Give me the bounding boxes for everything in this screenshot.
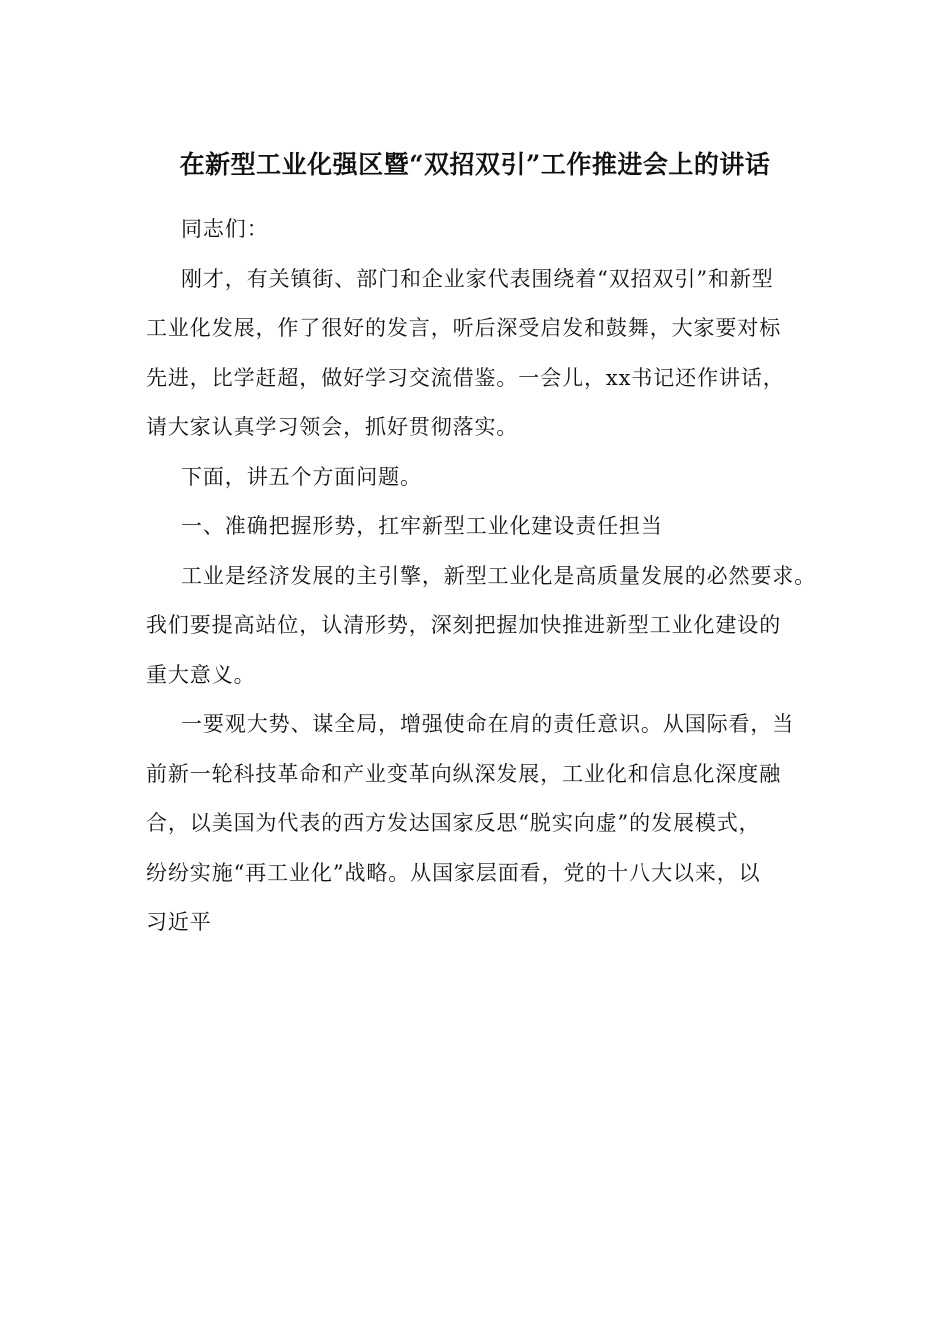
section-heading-1: [146, 502, 836, 552]
text-line: 工业是经济发展的主引擎，新型工业化是高质量发展的必然要求。: [181, 563, 817, 588]
text-line: 请大家认真学习领会，抓好贯彻落实。: [146, 415, 519, 439]
paragraph-industry: [146, 552, 836, 701]
text-line: 习近平: [146, 910, 212, 934]
document-body: [146, 205, 836, 948]
paragraph-outline: [146, 453, 836, 503]
text-line: 刚才，有关镇街、部门和企业家代表围绕着“双招双引”和新型: [181, 266, 774, 291]
text-line: 纷纷实施“再工业化”战略。从国家层面看，党的十八大以来，以: [146, 860, 761, 885]
text-line: 合，以美国为代表的西方发达国家反思“脱实向虚”的发展模式，: [146, 811, 761, 835]
text-line: 前新一轮科技革命和产业变革向纵深发展，工业化和信息化深度融: [146, 761, 782, 786]
text-line: 一、准确把握形势，扛牢新型工业化建设责任担当: [181, 514, 663, 538]
paragraph-salutation: [146, 205, 836, 255]
text-line: 下面，讲五个方面问题。: [181, 464, 422, 489]
text-line: 我们要提高站位，认清形势，深刻把握加快推进新型工业化建设的: [146, 613, 782, 637]
document-title: 在新型工业化强区暨“双招双引”工作推进会上的讲话: [179, 150, 771, 179]
text-line: 先进，比学赶超，做好学习交流借鉴。一会儿，xx书记还作讲话，: [146, 365, 785, 390]
paragraph-first-point: [146, 700, 836, 948]
text-line: 一要观大势、谋全局，增强使命在肩的责任意识。从国际看，当: [181, 712, 795, 736]
text-line: 同志们：: [181, 217, 269, 241]
text-line: 重大意义。: [146, 662, 256, 687]
text-line: 工业化发展，作了很好的发言，听后深受启发和鼓舞，大家要对标: [146, 316, 782, 340]
paragraph-opening: [146, 255, 836, 453]
